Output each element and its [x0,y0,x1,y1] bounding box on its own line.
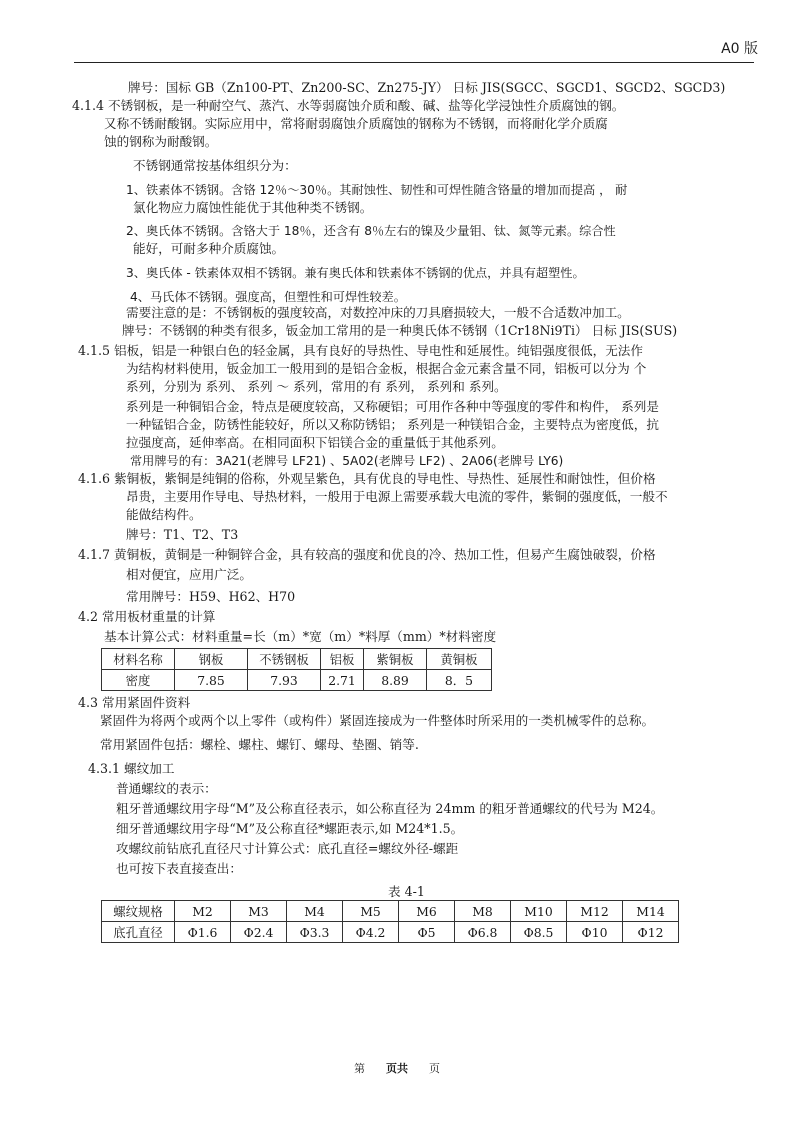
table-cell: Φ5 [399,922,455,943]
table-cell: 7.93 [248,670,321,691]
paragraph-line: 能好，可耐多种介质腐蚀。 [133,241,285,256]
paragraph-line: 为结构材料使用，钣金加工一般用到的是铝合金板，根据合金元素含量不同，铝板可以分为 个 [126,361,647,376]
table-cell: Φ10 [567,922,623,943]
table-cell: 8.89 [364,670,427,691]
table-cell: M10 [511,901,567,922]
paragraph-line: 细牙普通螺纹用字母“M”及公称直径*螺距表示,如 M24*1.5。 [116,821,464,836]
paragraph-line: 常用紧固件包括：螺栓、螺柱、螺钉、螺母、垫圈、销等. [100,737,419,752]
section-4-2: 4.2 常用板材重量的计算 [78,609,216,624]
footer-page-suffix: 页 [428,1062,440,1075]
section-4-3-1: 4.3.1 螺纹加工 [88,761,175,776]
paragraph-line: 蚀的钢称为耐酸钢。 [104,134,218,149]
paragraph-line: 氯化物应力腐蚀性能优于其他种类不锈钢。 [133,200,373,215]
section-4-1-7: 4.1.7 黄铜板，黄铜是一种铜锌合金，具有较高的强度和优良的冷、热加工性，但易产生腐蚀破裂，价格 [78,547,656,562]
table-cell: M3 [231,901,287,922]
table-row [102,670,492,691]
table-cell: Φ1.6 [175,922,231,943]
list-item-martensitic: 4、马氏体不锈钢。强度高，但塑性和可焊性较差。 [130,290,406,304]
aluminum-grade-line: 常用牌号的有：3A21(老牌号 LF21) 、5A02(老牌号 LF2) 、2A06(老牌号 LY6) [130,454,564,468]
table-cell: Φ3.3 [287,922,343,943]
page-footer [0,1060,794,1076]
paragraph-line: 系列，分别为 系列、 系列 ～ 系列，常用的有 系列， 系列和 系列。 [126,379,507,394]
section-4-3: 4.3 常用紧固件资料 [78,695,191,710]
table-cell: 8．5 [427,670,492,691]
paragraph-line: 昂贵，主要用作导电、导热材料，一般用于电源上需要承载大电流的零件，紫铜的强度低，一般不 [126,489,668,504]
list-item-duplex: 3、奥氏体 - 铁素体双相不锈钢。兼有奥氏体和铁素体不锈钢的优点，并具有超塑性。 [126,266,585,280]
table-header-row [102,649,492,670]
brass-grade-line: 常用牌号：H59、H62、H70 [126,589,296,604]
paragraph-line: 相对便宜，应用广泛。 [126,567,252,582]
table-cell: 黄铜板 [427,649,492,670]
table-cell: 材料名称 [102,649,175,670]
table-cell: 底孔直径 [102,922,175,943]
list-item-austenitic: 2、奥氏体不锈钢。含铬大于 18％，还含有 8％左右的镍及少量钼、钛、氮等元素。综合性 [126,224,616,238]
table-cell: Φ4.2 [343,922,399,943]
stainless-grade-line: 牌号：不锈钢的种类有很多，钣金加工常用的是一种奥氏体不锈钢（1Cr18Ni9Ti） 日标 JIS(SUS) [122,323,678,338]
paragraph-line: 又称不锈耐酸钢。实际应用中，常将耐弱腐蚀介质腐蚀的钢称为不锈钢，而将耐化学介质腐 [104,116,608,131]
table-cell: M14 [623,901,679,922]
table-cell: Φ6.8 [455,922,511,943]
table-cell: 不锈钢板 [248,649,321,670]
table-header-row [102,901,679,922]
table-cell: M5 [343,901,399,922]
header-rule [74,62,754,63]
table-cell: 螺纹规格 [102,901,175,922]
paragraph-line: 拉强度高，延伸率高。在相同面积下铝镁合金的重量低于其他系列。 [126,435,504,450]
table-cell: 钢板 [175,649,248,670]
paragraph-line: 能做结构件。 [126,507,202,522]
paragraph-line: 紧固件为将两个或两个以上零件（或构件）紧固连接成为一件整体时所采用的一类机械零件的总称。 [100,713,655,728]
table-cell: 密度 [102,670,175,691]
version-label: A0 版 [721,41,758,57]
table-caption: 表 4-1 [388,884,425,899]
paragraph-line: 一种锰铝合金，防锈性能较好，所以又称防锈铝； 系列是一种镁铝合金，主要特点为密度低，抗 [126,417,659,432]
paragraph-line: 不锈钢通常按基体组织分为： [133,158,297,173]
footer-page-label: 第 [354,1062,366,1075]
table-cell: 紫铜板 [364,649,427,670]
section-4-1-4: 4.1.4 不锈钢板，是一种耐空气、蒸汽、水等弱腐蚀介质和酸、碱、盐等化学浸蚀性介质腐蚀的钢。 [72,98,625,113]
paragraph-line: 需要注意的是：不锈钢板的强度较高，对数控冲床的刀具磨损较大，一般不合适数冲加工。 [126,305,630,320]
section-4-1-6: 4.1.6 紫铜板，紫铜是纯铜的俗称，外观呈紫色，具有优良的导电性、导热性、延展性和耐蚀性，但价格 [78,471,656,486]
paragraph-line: 攻螺纹前钻底孔直径尺寸计算公式：底孔直径=螺纹外径-螺距 [116,841,459,856]
table-cell: 铝板 [321,649,364,670]
table-row [102,922,679,943]
copper-grade-line: 牌号：T1、T2、T3 [126,527,239,542]
table-cell: Φ2.4 [231,922,287,943]
table-cell: M6 [399,901,455,922]
table-cell: 7.85 [175,670,248,691]
paragraph-line: 也可按下表直接查出： [116,861,242,876]
table-cell: M2 [175,901,231,922]
table-cell: 2.71 [321,670,364,691]
table-cell: Φ8.5 [511,922,567,943]
table-cell: M4 [287,901,343,922]
density-table [101,648,492,691]
paragraph-line: 粗牙普通螺纹用字母“M”及公称直径表示，如公称直径为 24mm 的粗牙普通螺纹的代号为 M24。 [116,801,664,816]
list-item-ferritic: 1、铁素体不锈钢。含铬 12％～30％。其耐蚀性、韧性和可焊性随含铬量的增加而提高 ， 耐 [126,183,628,197]
paragraph-line: 系列是一种铜铝合金，特点是硬度较高，又称硬铝；可用作各种中等强度的零件和构件， 系列是 [126,399,659,414]
footer-page-total-label: 页共 [386,1062,408,1075]
thread-table [101,900,679,943]
table-cell: M12 [567,901,623,922]
zinc-grade-line: 牌号：国标 GB（Zn100-PT、Zn200-SC、Zn275-JY） 日标 JIS(SGCC、SGCD1、SGCD2、SGCD3) [128,80,726,95]
section-4-1-5: 4.1.5 铝板，铝是一种银白色的轻金属，具有良好的导热性、导电性和延展性。纯铝强度很低，无法作 [78,343,643,358]
table-cell: Φ12 [623,922,679,943]
formula-line: 基本计算公式：材料重量=长（m）*宽（m）*料厚（mm）*材料密度 [104,629,497,644]
paragraph-line: 普通螺纹的表示： [116,781,217,796]
table-cell: M8 [455,901,511,922]
